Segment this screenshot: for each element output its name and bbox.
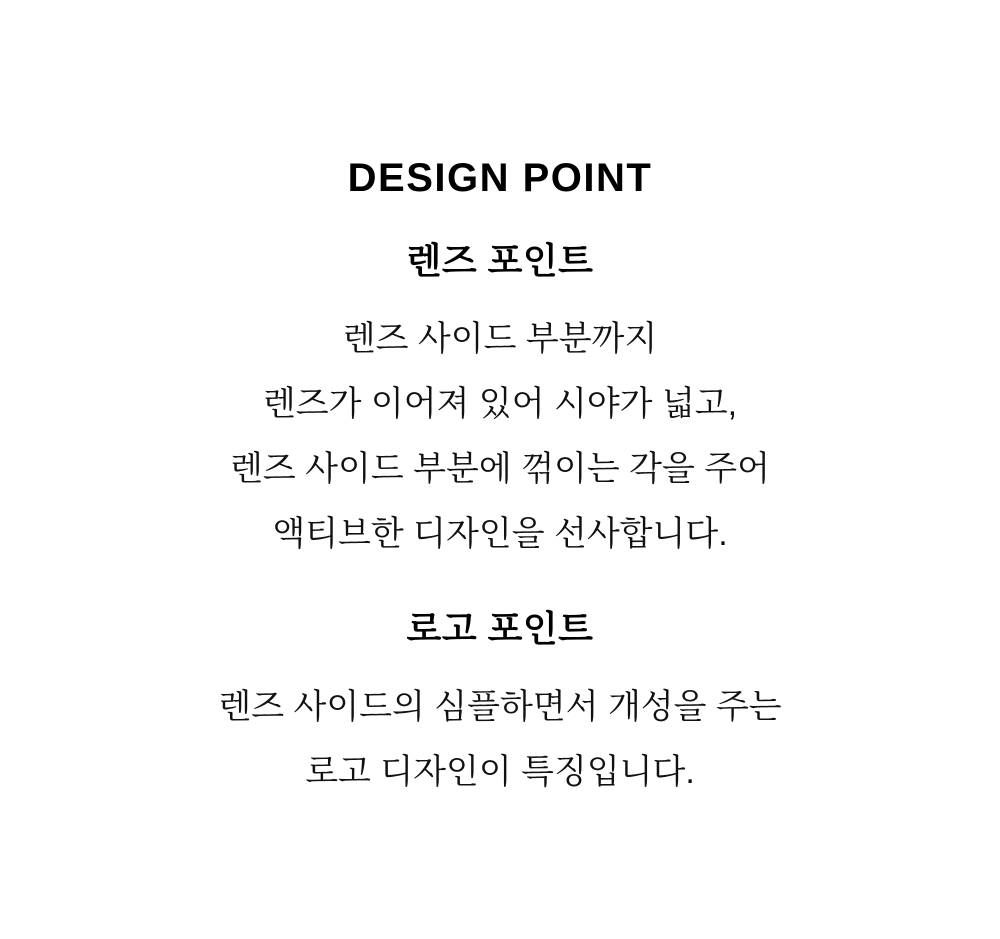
logo-point-line-1: 렌즈 사이드의 심플하면서 개성을 주는 <box>218 688 782 726</box>
logo-point-line-2: 로고 디자인이 특징입니다. <box>305 753 695 791</box>
lens-point-description <box>0 307 1000 567</box>
lens-point-line-3: 렌즈 사이드 부분에 꺾이는 각을 주어 <box>230 450 770 488</box>
design-point-title: DESIGN POINT <box>347 156 653 200</box>
lens-point-line-2: 렌즈가 이어져 있어 시야가 넓고, <box>262 385 738 423</box>
lens-point-line-1: 렌즈 사이드 부분까지 <box>342 320 658 358</box>
logo-point-description <box>0 675 1000 805</box>
logo-point-heading: 로고 포인트 <box>406 608 594 649</box>
lens-point-heading: 렌즈 포인트 <box>406 240 594 281</box>
lens-point-line-4: 액티브한 디자인을 선사합니다. <box>272 515 728 553</box>
